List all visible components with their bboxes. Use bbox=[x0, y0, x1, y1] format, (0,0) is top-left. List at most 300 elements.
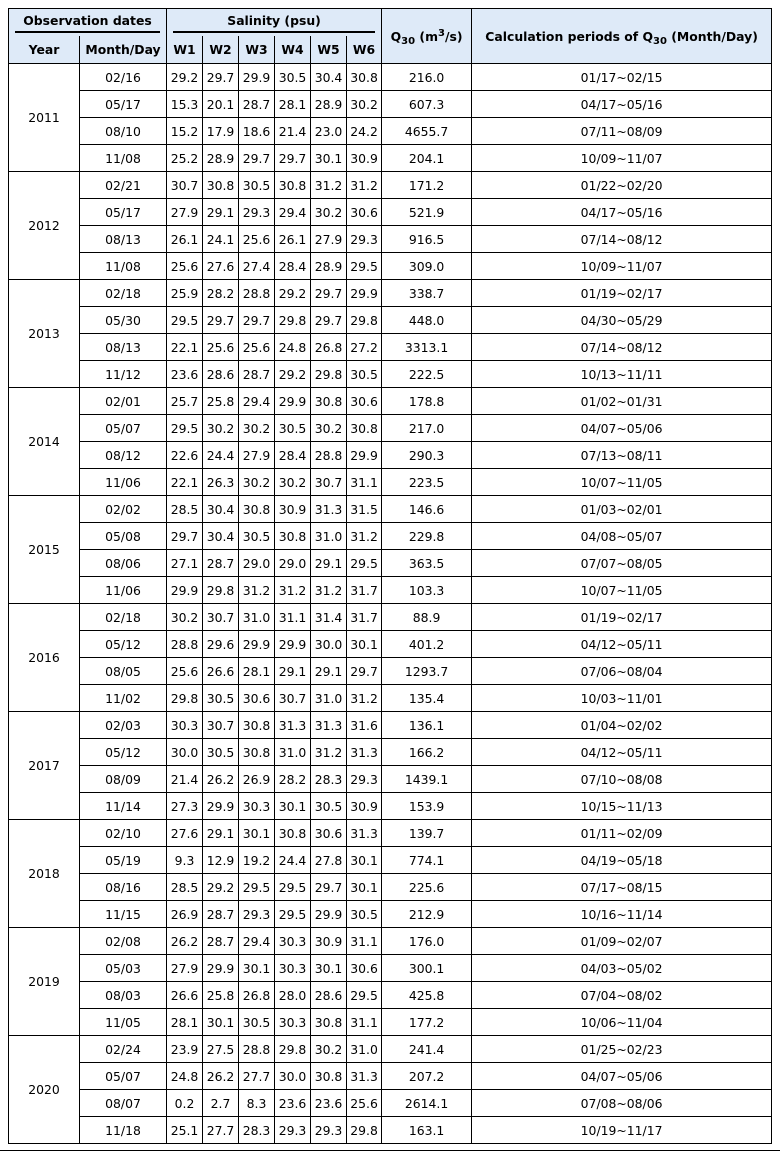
salinity-w1-cell: 25.7 bbox=[167, 388, 203, 415]
salinity-w2-cell: 28.6 bbox=[203, 361, 239, 388]
q30-cell: 401.2 bbox=[382, 631, 472, 658]
salinity-w1-cell: 24.8 bbox=[167, 1063, 203, 1090]
q30-cell: 1293.7 bbox=[382, 658, 472, 685]
date-cell: 08/05 bbox=[80, 658, 167, 685]
q30-cell: 177.2 bbox=[382, 1009, 472, 1036]
date-cell: 02/03 bbox=[80, 712, 167, 739]
salinity-w6-cell: 30.1 bbox=[347, 847, 382, 874]
date-cell: 05/07 bbox=[80, 415, 167, 442]
salinity-w6-cell: 31.3 bbox=[347, 739, 382, 766]
salinity-w2-cell: 26.3 bbox=[203, 469, 239, 496]
date-cell: 08/16 bbox=[80, 874, 167, 901]
calculation-period-cell: 04/07~05/06 bbox=[472, 415, 772, 442]
calculation-period-cell: 01/19~02/17 bbox=[472, 280, 772, 307]
date-cell: 02/21 bbox=[80, 172, 167, 199]
salinity-w6-cell: 29.5 bbox=[347, 982, 382, 1009]
salinity-w5-cell: 31.3 bbox=[311, 496, 347, 523]
calculation-period-cell: 07/07~08/05 bbox=[472, 550, 772, 577]
q30-cell: 176.0 bbox=[382, 928, 472, 955]
table-row bbox=[9, 415, 772, 442]
salinity-w4-cell: 29.9 bbox=[275, 631, 311, 658]
q30-cell: 223.5 bbox=[382, 469, 472, 496]
salinity-w4-cell: 29.2 bbox=[275, 361, 311, 388]
calculation-period-cell: 01/02~01/31 bbox=[472, 388, 772, 415]
table-row bbox=[9, 955, 772, 982]
salinity-w3-cell: 29.7 bbox=[239, 145, 275, 172]
table-row bbox=[9, 793, 772, 820]
salinity-w6-cell: 30.8 bbox=[347, 64, 382, 91]
salinity-w4-cell: 29.9 bbox=[275, 388, 311, 415]
date-cell: 11/08 bbox=[80, 145, 167, 172]
calculation-period-cell: 10/09~11/07 bbox=[472, 253, 772, 280]
salinity-w2-cell: 29.9 bbox=[203, 793, 239, 820]
date-cell: 02/24 bbox=[80, 1036, 167, 1063]
salinity-w2-cell: 28.7 bbox=[203, 901, 239, 928]
salinity-w5-cell: 30.1 bbox=[311, 145, 347, 172]
salinity-w3-cell: 29.3 bbox=[239, 901, 275, 928]
salinity-w6-cell: 30.5 bbox=[347, 901, 382, 928]
q30-cell: 607.3 bbox=[382, 91, 472, 118]
q30-cell: 425.8 bbox=[382, 982, 472, 1009]
salinity-w6-cell: 27.2 bbox=[347, 334, 382, 361]
salinity-w2-cell: 26.2 bbox=[203, 1063, 239, 1090]
salinity-w6-cell: 29.5 bbox=[347, 253, 382, 280]
salinity-w4-cell: 29.3 bbox=[275, 1117, 311, 1144]
calculation-period-cell: 04/12~05/11 bbox=[472, 739, 772, 766]
calculation-period-cell: 04/08~05/07 bbox=[472, 523, 772, 550]
salinity-w5-cell: 29.7 bbox=[311, 307, 347, 334]
salinity-w4-cell: 29.8 bbox=[275, 1036, 311, 1063]
salinity-w2-cell: 25.8 bbox=[203, 982, 239, 1009]
salinity-w6-cell: 31.2 bbox=[347, 685, 382, 712]
calculation-period-cell: 01/09~02/07 bbox=[472, 928, 772, 955]
q30-cell: 171.2 bbox=[382, 172, 472, 199]
salinity-w1-cell: 22.1 bbox=[167, 469, 203, 496]
salinity-w1-cell: 25.6 bbox=[167, 658, 203, 685]
date-cell: 11/18 bbox=[80, 1117, 167, 1144]
salinity-w5-cell: 30.5 bbox=[311, 793, 347, 820]
station-w3-header: W3 bbox=[239, 36, 275, 64]
date-cell: 08/13 bbox=[80, 226, 167, 253]
calculation-period-cell: 04/19~05/18 bbox=[472, 847, 772, 874]
date-cell: 05/19 bbox=[80, 847, 167, 874]
q30-cell: 338.7 bbox=[382, 280, 472, 307]
table-row bbox=[9, 766, 772, 793]
table-row bbox=[9, 577, 772, 604]
salinity-w4-cell: 30.1 bbox=[275, 793, 311, 820]
salinity-w2-cell: 29.1 bbox=[203, 820, 239, 847]
salinity-w5-cell: 29.7 bbox=[311, 874, 347, 901]
table-row bbox=[9, 874, 772, 901]
salinity-w6-cell: 31.7 bbox=[347, 577, 382, 604]
calculation-period-cell: 01/17~02/15 bbox=[472, 64, 772, 91]
bottom-rule bbox=[0, 1150, 780, 1151]
salinity-w5-cell: 30.8 bbox=[311, 1063, 347, 1090]
salinity-w4-cell: 30.8 bbox=[275, 523, 311, 550]
salinity-w3-cell: 26.8 bbox=[239, 982, 275, 1009]
year-cell: 2015 bbox=[9, 496, 80, 604]
table-row bbox=[9, 361, 772, 388]
salinity-w3-cell: 28.3 bbox=[239, 1117, 275, 1144]
salinity-w3-cell: 26.9 bbox=[239, 766, 275, 793]
salinity-w5-cell: 28.6 bbox=[311, 982, 347, 1009]
salinity-w3-cell: 30.2 bbox=[239, 415, 275, 442]
calculation-periods-header bbox=[472, 9, 772, 64]
salinity-w5-cell: 30.6 bbox=[311, 820, 347, 847]
salinity-table-container bbox=[8, 8, 771, 1144]
salinity-w3-cell: 28.8 bbox=[239, 280, 275, 307]
salinity-w3-cell: 29.5 bbox=[239, 874, 275, 901]
salinity-w1-cell: 28.1 bbox=[167, 1009, 203, 1036]
q30-cell: 448.0 bbox=[382, 307, 472, 334]
date-cell: 05/12 bbox=[80, 739, 167, 766]
calculation-period-cell: 07/10~08/08 bbox=[472, 766, 772, 793]
table-row bbox=[9, 712, 772, 739]
q30-cell: 1439.1 bbox=[382, 766, 472, 793]
salinity-w1-cell: 23.6 bbox=[167, 361, 203, 388]
salinity-w3-cell: 30.8 bbox=[239, 712, 275, 739]
table-row bbox=[9, 550, 772, 577]
date-cell: 11/15 bbox=[80, 901, 167, 928]
q30-cell: 521.9 bbox=[382, 199, 472, 226]
salinity-w4-cell: 24.8 bbox=[275, 334, 311, 361]
calculation-period-cell: 10/16~11/14 bbox=[472, 901, 772, 928]
salinity-w5-cell: 31.2 bbox=[311, 577, 347, 604]
salinity-w4-cell: 29.5 bbox=[275, 874, 311, 901]
q30-header bbox=[382, 9, 472, 64]
q30-cell: 916.5 bbox=[382, 226, 472, 253]
salinity-w5-cell: 30.0 bbox=[311, 631, 347, 658]
salinity-w5-cell: 23.6 bbox=[311, 1090, 347, 1117]
salinity-w4-cell: 21.4 bbox=[275, 118, 311, 145]
salinity-w5-cell: 23.0 bbox=[311, 118, 347, 145]
date-cell: 11/06 bbox=[80, 577, 167, 604]
salinity-w4-cell: 31.0 bbox=[275, 739, 311, 766]
table-row bbox=[9, 1063, 772, 1090]
salinity-w2-cell: 30.8 bbox=[203, 172, 239, 199]
salinity-w1-cell: 25.6 bbox=[167, 253, 203, 280]
date-cell: 11/14 bbox=[80, 793, 167, 820]
date-cell: 05/30 bbox=[80, 307, 167, 334]
calculation-period-cell: 10/07~11/05 bbox=[472, 469, 772, 496]
salinity-w6-cell: 30.1 bbox=[347, 874, 382, 901]
salinity-w2-cell: 29.2 bbox=[203, 874, 239, 901]
date-cell: 11/02 bbox=[80, 685, 167, 712]
salinity-w2-cell: 24.4 bbox=[203, 442, 239, 469]
salinity-w3-cell: 29.3 bbox=[239, 199, 275, 226]
salinity-w4-cell: 26.1 bbox=[275, 226, 311, 253]
salinity-w5-cell: 30.7 bbox=[311, 469, 347, 496]
q30-cell: 136.1 bbox=[382, 712, 472, 739]
date-cell: 05/07 bbox=[80, 1063, 167, 1090]
salinity-w2-cell: 30.1 bbox=[203, 1009, 239, 1036]
calculation-period-cell: 04/03~05/02 bbox=[472, 955, 772, 982]
calculation-period-cell: 01/04~02/02 bbox=[472, 712, 772, 739]
salinity-w5-cell: 29.7 bbox=[311, 280, 347, 307]
date-cell: 11/08 bbox=[80, 253, 167, 280]
table-row bbox=[9, 145, 772, 172]
salinity-w6-cell: 24.2 bbox=[347, 118, 382, 145]
date-cell: 02/18 bbox=[80, 604, 167, 631]
salinity-w6-cell: 30.9 bbox=[347, 145, 382, 172]
salinity-w4-cell: 29.1 bbox=[275, 658, 311, 685]
salinity-w6-cell: 29.5 bbox=[347, 550, 382, 577]
table-row bbox=[9, 118, 772, 145]
q30-unit-suffix: /s) bbox=[444, 28, 463, 44]
q30-cell: 212.9 bbox=[382, 901, 472, 928]
date-cell: 08/07 bbox=[80, 1090, 167, 1117]
date-cell: 05/03 bbox=[80, 955, 167, 982]
salinity-w2-cell: 30.5 bbox=[203, 685, 239, 712]
salinity-w5-cell: 30.1 bbox=[311, 955, 347, 982]
salinity-w5-cell: 31.0 bbox=[311, 685, 347, 712]
calculation-period-cell: 07/11~08/09 bbox=[472, 118, 772, 145]
salinity-w2-cell: 29.1 bbox=[203, 199, 239, 226]
table-row bbox=[9, 523, 772, 550]
salinity-w3-cell: 28.8 bbox=[239, 1036, 275, 1063]
salinity-w6-cell: 31.1 bbox=[347, 928, 382, 955]
q30-cell: 241.4 bbox=[382, 1036, 472, 1063]
salinity-w6-cell: 29.3 bbox=[347, 226, 382, 253]
salinity-w5-cell: 26.8 bbox=[311, 334, 347, 361]
salinity-w2-cell: 28.9 bbox=[203, 145, 239, 172]
salinity-w5-cell: 30.2 bbox=[311, 415, 347, 442]
salinity-w4-cell: 29.0 bbox=[275, 550, 311, 577]
date-cell: 08/13 bbox=[80, 334, 167, 361]
year-header: Year bbox=[9, 36, 80, 64]
salinity-w1-cell: 25.9 bbox=[167, 280, 203, 307]
station-w6-header: W6 bbox=[347, 36, 382, 64]
salinity-w1-cell: 28.8 bbox=[167, 631, 203, 658]
salinity-w5-cell: 29.3 bbox=[311, 1117, 347, 1144]
table-row bbox=[9, 820, 772, 847]
q30-cell: 2614.1 bbox=[382, 1090, 472, 1117]
salinity-w3-cell: 28.7 bbox=[239, 361, 275, 388]
table-row bbox=[9, 280, 772, 307]
salinity-w3-cell: 29.9 bbox=[239, 631, 275, 658]
salinity-w1-cell: 25.1 bbox=[167, 1117, 203, 1144]
salinity-w6-cell: 30.8 bbox=[347, 415, 382, 442]
salinity-w1-cell: 23.9 bbox=[167, 1036, 203, 1063]
date-cell: 05/17 bbox=[80, 199, 167, 226]
salinity-w5-cell: 31.3 bbox=[311, 712, 347, 739]
q30-cell: 146.6 bbox=[382, 496, 472, 523]
q30-symbol: Q bbox=[390, 28, 402, 44]
salinity-w6-cell: 31.0 bbox=[347, 1036, 382, 1063]
table-row bbox=[9, 847, 772, 874]
salinity-w4-cell: 30.8 bbox=[275, 172, 311, 199]
calc-period-label: Calculation periods of Q bbox=[485, 28, 654, 44]
q30-cell: 309.0 bbox=[382, 253, 472, 280]
q30-cell: 3313.1 bbox=[382, 334, 472, 361]
q30-cell: 103.3 bbox=[382, 577, 472, 604]
salinity-w4-cell: 30.3 bbox=[275, 955, 311, 982]
salinity-w1-cell: 29.5 bbox=[167, 307, 203, 334]
salinity-w2-cell: 25.8 bbox=[203, 388, 239, 415]
salinity-w1-cell: 29.7 bbox=[167, 523, 203, 550]
salinity-w2-cell: 29.9 bbox=[203, 955, 239, 982]
year-cell: 2020 bbox=[9, 1036, 80, 1144]
calculation-period-cell: 01/11~02/09 bbox=[472, 820, 772, 847]
salinity-w6-cell: 25.6 bbox=[347, 1090, 382, 1117]
table-row bbox=[9, 1090, 772, 1117]
salinity-w2-cell: 29.7 bbox=[203, 64, 239, 91]
salinity-w2-cell: 27.5 bbox=[203, 1036, 239, 1063]
salinity-w3-cell: 25.6 bbox=[239, 226, 275, 253]
q30-cell: 222.5 bbox=[382, 361, 472, 388]
salinity-w3-cell: 29.9 bbox=[239, 64, 275, 91]
calculation-period-cell: 07/13~08/11 bbox=[472, 442, 772, 469]
q30-cell: 139.7 bbox=[382, 820, 472, 847]
salinity-w6-cell: 31.5 bbox=[347, 496, 382, 523]
salinity-w4-cell: 31.2 bbox=[275, 577, 311, 604]
salinity-w6-cell: 29.9 bbox=[347, 280, 382, 307]
salinity-w4-cell: 30.8 bbox=[275, 820, 311, 847]
q30-subscript: 30 bbox=[401, 35, 416, 47]
salinity-w6-cell: 30.6 bbox=[347, 199, 382, 226]
salinity-w3-cell: 30.2 bbox=[239, 469, 275, 496]
calculation-period-cell: 01/03~02/01 bbox=[472, 496, 772, 523]
salinity-w3-cell: 30.5 bbox=[239, 172, 275, 199]
calculation-period-cell: 10/13~11/11 bbox=[472, 361, 772, 388]
salinity-w4-cell: 30.9 bbox=[275, 496, 311, 523]
salinity-w2-cell: 29.6 bbox=[203, 631, 239, 658]
salinity-w3-cell: 30.1 bbox=[239, 955, 275, 982]
q30-cell: 216.0 bbox=[382, 64, 472, 91]
calculation-period-cell: 10/09~11/07 bbox=[472, 145, 772, 172]
calculation-period-cell: 07/14~08/12 bbox=[472, 334, 772, 361]
salinity-w1-cell: 9.3 bbox=[167, 847, 203, 874]
calculation-period-cell: 10/03~11/01 bbox=[472, 685, 772, 712]
year-cell: 2017 bbox=[9, 712, 80, 820]
salinity-w1-cell: 27.9 bbox=[167, 199, 203, 226]
salinity-w6-cell: 30.6 bbox=[347, 955, 382, 982]
salinity-w1-cell: 28.5 bbox=[167, 874, 203, 901]
salinity-w1-cell: 30.3 bbox=[167, 712, 203, 739]
salinity-w4-cell: 29.7 bbox=[275, 145, 311, 172]
salinity-w6-cell: 29.8 bbox=[347, 1117, 382, 1144]
salinity-w2-cell: 28.7 bbox=[203, 550, 239, 577]
calculation-period-cell: 04/12~05/11 bbox=[472, 631, 772, 658]
salinity-w3-cell: 27.9 bbox=[239, 442, 275, 469]
salinity-w3-cell: 27.4 bbox=[239, 253, 275, 280]
salinity-w1-cell: 30.7 bbox=[167, 172, 203, 199]
table-row bbox=[9, 469, 772, 496]
salinity-w4-cell: 30.5 bbox=[275, 64, 311, 91]
table-row bbox=[9, 172, 772, 199]
calc-period-subscript: 30 bbox=[653, 35, 667, 47]
salinity-w3-cell: 31.2 bbox=[239, 577, 275, 604]
calculation-period-cell: 10/07~11/05 bbox=[472, 577, 772, 604]
date-cell: 08/03 bbox=[80, 982, 167, 1009]
table-row bbox=[9, 658, 772, 685]
observation-dates-label: Observation dates bbox=[15, 13, 159, 33]
table-row bbox=[9, 604, 772, 631]
salinity-header bbox=[167, 9, 382, 37]
salinity-w3-cell: 29.4 bbox=[239, 388, 275, 415]
salinity-w2-cell: 30.7 bbox=[203, 604, 239, 631]
salinity-w6-cell: 31.6 bbox=[347, 712, 382, 739]
salinity-w5-cell: 29.9 bbox=[311, 901, 347, 928]
salinity-w4-cell: 30.5 bbox=[275, 415, 311, 442]
salinity-w5-cell: 29.1 bbox=[311, 550, 347, 577]
salinity-w4-cell: 24.4 bbox=[275, 847, 311, 874]
q30-cell: 4655.7 bbox=[382, 118, 472, 145]
salinity-w1-cell: 27.3 bbox=[167, 793, 203, 820]
table-row bbox=[9, 928, 772, 955]
year-cell: 2013 bbox=[9, 280, 80, 388]
salinity-w3-cell: 30.8 bbox=[239, 739, 275, 766]
station-w4-header: W4 bbox=[275, 36, 311, 64]
salinity-w2-cell: 26.2 bbox=[203, 766, 239, 793]
salinity-w5-cell: 28.3 bbox=[311, 766, 347, 793]
station-w1-header: W1 bbox=[167, 36, 203, 64]
salinity-w4-cell: 30.3 bbox=[275, 928, 311, 955]
salinity-w6-cell: 31.3 bbox=[347, 820, 382, 847]
salinity-w6-cell: 30.9 bbox=[347, 793, 382, 820]
table-row bbox=[9, 442, 772, 469]
salinity-w5-cell: 29.8 bbox=[311, 361, 347, 388]
table-row bbox=[9, 1036, 772, 1063]
salinity-w3-cell: 29.7 bbox=[239, 307, 275, 334]
year-cell: 2012 bbox=[9, 172, 80, 280]
salinity-w6-cell: 29.7 bbox=[347, 658, 382, 685]
date-cell: 02/10 bbox=[80, 820, 167, 847]
table-row bbox=[9, 631, 772, 658]
calculation-period-cell: 10/19~11/17 bbox=[472, 1117, 772, 1144]
year-cell: 2018 bbox=[9, 820, 80, 928]
calc-period-suffix: (Month/Day) bbox=[666, 28, 758, 44]
salinity-w2-cell: 24.1 bbox=[203, 226, 239, 253]
salinity-w2-cell: 29.8 bbox=[203, 577, 239, 604]
date-cell: 08/10 bbox=[80, 118, 167, 145]
table-row bbox=[9, 901, 772, 928]
year-cell: 2016 bbox=[9, 604, 80, 712]
salinity-w6-cell: 31.1 bbox=[347, 1009, 382, 1036]
salinity-w1-cell: 26.1 bbox=[167, 226, 203, 253]
table-row bbox=[9, 253, 772, 280]
salinity-w4-cell: 31.1 bbox=[275, 604, 311, 631]
calculation-period-cell: 04/17~05/16 bbox=[472, 199, 772, 226]
salinity-w5-cell: 30.2 bbox=[311, 199, 347, 226]
salinity-w1-cell: 30.0 bbox=[167, 739, 203, 766]
q30-cell: 290.3 bbox=[382, 442, 472, 469]
salinity-w1-cell: 29.5 bbox=[167, 415, 203, 442]
salinity-w4-cell: 28.0 bbox=[275, 982, 311, 1009]
salinity-w5-cell: 29.1 bbox=[311, 658, 347, 685]
salinity-w5-cell: 30.8 bbox=[311, 1009, 347, 1036]
date-cell: 05/12 bbox=[80, 631, 167, 658]
salinity-w3-cell: 30.5 bbox=[239, 1009, 275, 1036]
calculation-period-cell: 07/04~08/02 bbox=[472, 982, 772, 1009]
salinity-w6-cell: 29.8 bbox=[347, 307, 382, 334]
salinity-w1-cell: 30.2 bbox=[167, 604, 203, 631]
salinity-w6-cell: 30.5 bbox=[347, 361, 382, 388]
salinity-label: Salinity (psu) bbox=[173, 13, 374, 33]
q30-cell: 217.0 bbox=[382, 415, 472, 442]
salinity-w5-cell: 30.9 bbox=[311, 928, 347, 955]
q30-cell: 153.9 bbox=[382, 793, 472, 820]
table-row bbox=[9, 388, 772, 415]
salinity-w3-cell: 30.6 bbox=[239, 685, 275, 712]
salinity-w5-cell: 31.2 bbox=[311, 739, 347, 766]
salinity-discharge-table bbox=[8, 8, 772, 1144]
calculation-period-cell: 07/06~08/04 bbox=[472, 658, 772, 685]
table-row bbox=[9, 739, 772, 766]
salinity-w3-cell: 8.3 bbox=[239, 1090, 275, 1117]
salinity-w1-cell: 22.1 bbox=[167, 334, 203, 361]
month-day-header: Month/Day bbox=[80, 36, 167, 64]
